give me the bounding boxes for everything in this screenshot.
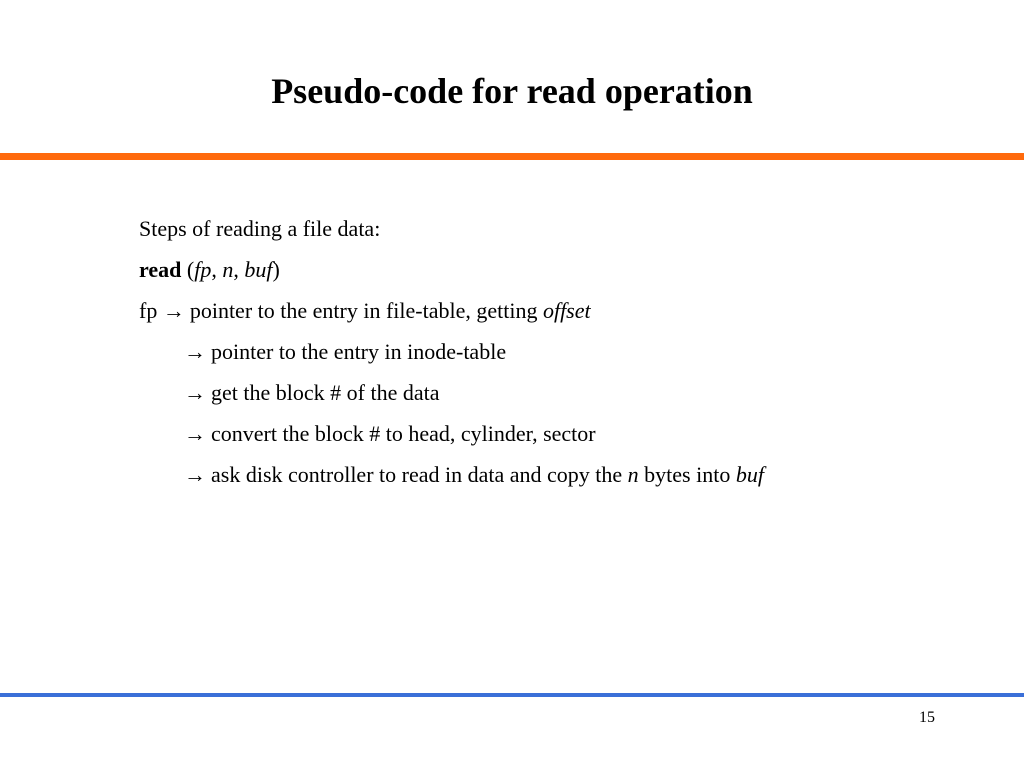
slide-body bbox=[139, 208, 999, 495]
arrow-right-icon: → bbox=[184, 339, 206, 364]
arg-separator: , bbox=[211, 257, 223, 282]
arrow-right-icon: → bbox=[184, 421, 206, 446]
step-line-2 bbox=[139, 331, 999, 372]
arg-separator: , bbox=[233, 257, 245, 282]
step-text: pointer to the entry in inode-table bbox=[211, 339, 507, 364]
function-name: read bbox=[139, 257, 182, 282]
close-paren: ) bbox=[272, 257, 280, 282]
arrow-right-icon: → bbox=[184, 380, 206, 405]
step-line-3 bbox=[139, 372, 999, 413]
slide-title: Pseudo-code for read operation bbox=[271, 71, 753, 111]
step-line-4 bbox=[139, 413, 999, 454]
step-text: pointer to the entry in file-table, getting bbox=[189, 298, 543, 323]
step-line-1 bbox=[139, 290, 999, 331]
step-text: ask disk controller to read in data and copy the bbox=[211, 462, 628, 487]
step-emphasis: buf bbox=[735, 462, 764, 487]
intro-line: Steps of reading a file data: bbox=[139, 216, 381, 241]
step-lead: fp bbox=[139, 298, 158, 323]
step-emphasis: n bbox=[627, 462, 639, 487]
open-paren: ( bbox=[181, 257, 195, 282]
arrow-right-icon: → bbox=[184, 462, 206, 487]
step-text: convert the block # to head, cylinder, sector bbox=[211, 421, 596, 446]
step-text: bytes into bbox=[638, 462, 736, 487]
footer-divider bbox=[0, 693, 1024, 697]
arrow-right-icon: → bbox=[162, 298, 185, 323]
read-signature-line bbox=[139, 249, 999, 290]
step-line-5 bbox=[139, 454, 999, 495]
step-emphasis: offset bbox=[542, 298, 591, 323]
arg-fp: fp bbox=[194, 257, 212, 282]
arg-n: n bbox=[222, 257, 234, 282]
title-divider bbox=[0, 153, 1024, 160]
slide-number: 15 bbox=[919, 709, 935, 726]
arg-buf: buf bbox=[244, 257, 273, 282]
step-text: get the block # of the data bbox=[211, 380, 440, 405]
